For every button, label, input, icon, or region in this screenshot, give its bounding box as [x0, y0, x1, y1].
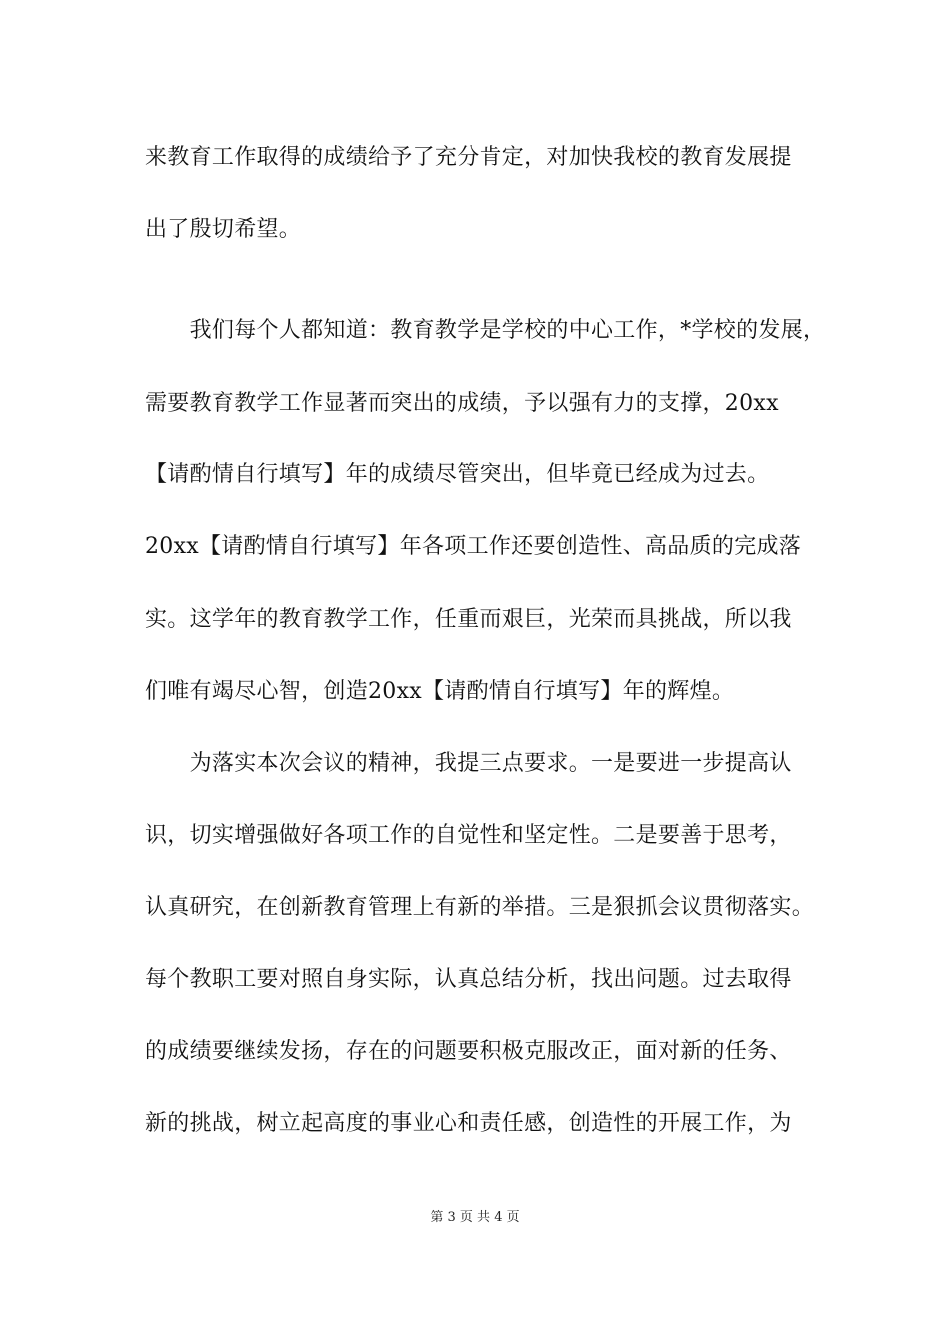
- body-text-line: 需要教育教学工作显著而突出的成绩，予以强有力的支撑，20xx: [145, 391, 779, 416]
- body-text-line: 新的挑战，树立起高度的事业心和责任感，创造性的开展工作，为: [145, 1111, 792, 1136]
- body-text-line: 20xx【请酌情自行填写】年各项工作还要创造性、高品质的完成落: [145, 534, 802, 559]
- body-text-line: 我们每个人都知道：教育教学是学校的中心工作，*学校的发展，: [145, 318, 826, 343]
- body-text-line: 每个教职工要对照自身实际，认真总结分析，找出问题。过去取得: [145, 967, 792, 992]
- body-text-line: 实。这学年的教育教学工作，任重而艰巨，光荣而具挑战，所以我: [145, 607, 792, 632]
- body-text-line: 的成绩要继续发扬，存在的问题要积极克服改正，面对新的任务、: [145, 1039, 792, 1064]
- body-text-line: 们唯有竭尽心智，创造20xx【请酌情自行填写】年的辉煌。: [145, 679, 735, 704]
- body-text-line: 识，切实增强做好各项工作的自觉性和坚定性。二是要善于思考，: [145, 823, 792, 848]
- body-text-line: 来教育工作取得的成绩给予了充分肯定，对加快我校的教育发展提: [145, 145, 792, 170]
- body-text-line: 为落实本次会议的精神，我提三点要求。一是要进一步提高认: [145, 751, 792, 776]
- page-number: 第 3 页 共 4 页: [430, 1210, 520, 1225]
- body-text-line: 【请酌情自行填写】年的成绩尽管突出，但毕竟已经成为过去。: [145, 462, 770, 487]
- body-text-line: 出了殷切希望。: [145, 217, 302, 242]
- body-text-line: 认真研究，在创新教育管理上有新的举措。三是狠抓会议贯彻落实。: [145, 895, 815, 920]
